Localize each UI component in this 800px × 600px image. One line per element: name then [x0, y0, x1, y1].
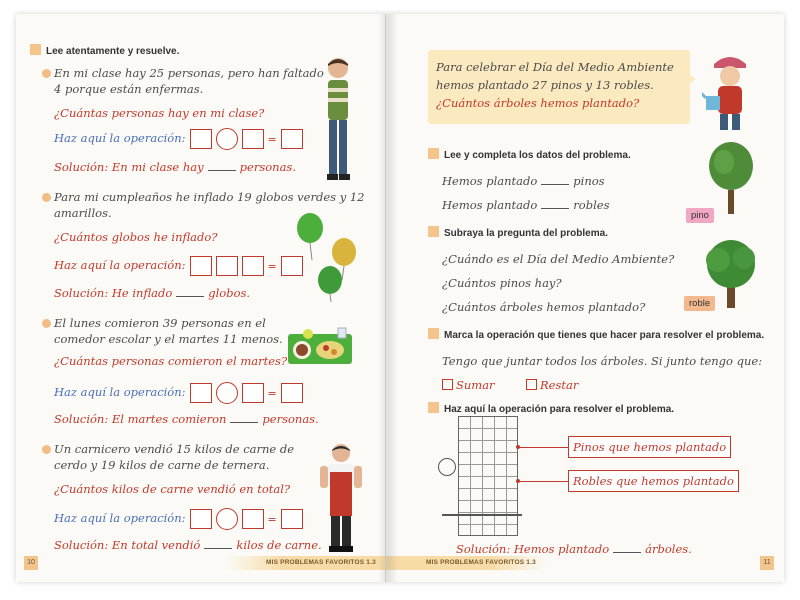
problem-4-operation: Haz aquí la operación: =: [54, 508, 303, 530]
operand-box[interactable]: [190, 129, 212, 149]
footer-title: MIS PROBLEMAS FAVORITOS 1.3: [226, 556, 386, 570]
oak-label-tag: roble: [684, 296, 715, 311]
section-marker-icon: [428, 328, 439, 339]
lunch-tray-illustration: [286, 326, 356, 366]
operand-box[interactable]: [190, 509, 212, 529]
operator-box[interactable]: [216, 256, 238, 276]
section-1-heading: Lee y completa los datos del problema.: [428, 148, 631, 161]
operation-grid[interactable]: [458, 416, 518, 536]
page-number: 10: [24, 556, 38, 570]
checkbox-restar[interactable]: [526, 379, 537, 390]
problem-3-line-1: El lunes comieron 39 personas en el: [42, 316, 266, 330]
section-3-heading: Marca la operación que tienes que hacer para resolver el problema.: [428, 328, 764, 341]
bullet-icon: [42, 193, 51, 202]
bullet-icon: [42, 319, 51, 328]
balloons-illustration: [294, 210, 364, 302]
connector-dot: [516, 445, 520, 449]
connector-line: [518, 481, 568, 482]
result-box[interactable]: [281, 129, 303, 149]
answer-blank[interactable]: [230, 422, 258, 423]
section-1-row-2: Hemos plantado robles: [442, 198, 610, 212]
green-balloon-icon: [297, 213, 323, 260]
section-marker-icon: [30, 44, 41, 55]
operator-circle[interactable]: [216, 382, 238, 404]
section-4-solution: Solución: Hemos plantado árboles.: [456, 542, 692, 556]
operand-box[interactable]: [190, 256, 212, 276]
problem-1-line-2: 4 porque están enfermas.: [54, 82, 204, 96]
section-marker-icon: [428, 148, 439, 159]
footer-title: MIS PROBLEMAS FAVORITOS 1.3: [386, 556, 546, 570]
right-page: [386, 14, 784, 582]
problem-1-operation: Haz aquí la operación: =: [54, 128, 303, 150]
answer-blank[interactable]: [176, 296, 204, 297]
answer-blank[interactable]: [541, 184, 569, 185]
answer-blank[interactable]: [204, 548, 232, 549]
question-option-2[interactable]: ¿Cuántos pinos hay?: [442, 276, 562, 290]
open-workbook: [16, 14, 784, 582]
butcher-illustration: [316, 442, 366, 554]
answer-blank[interactable]: [208, 170, 236, 171]
problem-2-question: ¿Cuántos globos he inflado?: [54, 230, 218, 244]
label-robles-box: Robles que hemos plantado: [568, 470, 739, 492]
problem-3-operation: Haz aquí la operación: =: [54, 382, 303, 404]
bullet-icon: [42, 69, 51, 78]
section-1-row-1: Hemos plantado pinos: [442, 174, 605, 188]
answer-blank[interactable]: [541, 208, 569, 209]
boy-thinking-illustration: [316, 54, 360, 186]
problem-2-operation: Haz aquí la operación: =: [54, 256, 303, 276]
label-pinos-box: Pinos que hemos plantado: [568, 436, 731, 458]
connector-dot: [516, 479, 520, 483]
operand-box[interactable]: [242, 383, 264, 403]
problem-2-line-1: Para mi cumpleaños he inflado 19 globos verdes y 12: [42, 190, 365, 204]
problem-4-line-2: cerdo y 19 kilos de carne de ternera.: [54, 458, 270, 472]
operand-box[interactable]: [242, 509, 264, 529]
left-page: [16, 14, 386, 582]
connector-line: [518, 447, 568, 448]
operand-box[interactable]: [242, 129, 264, 149]
result-box[interactable]: [281, 509, 303, 529]
problem-3-question: ¿Cuántas personas comieron el martes?: [54, 354, 288, 368]
page-number: 11: [760, 556, 774, 570]
checkbox-sumar[interactable]: [442, 379, 453, 390]
problem-1-solution: Solución: En mi clase hay personas.: [54, 160, 296, 174]
problem-4-question: ¿Cuántos kilos de carne vendió en total?: [54, 482, 291, 496]
result-box[interactable]: [281, 383, 303, 403]
pine-tree-icon: [704, 142, 758, 214]
section-marker-icon: [428, 226, 439, 237]
child-watering-illustration: [702, 52, 758, 132]
section-2-heading: Subraya la pregunta del problema.: [428, 226, 608, 239]
operator-circle[interactable]: [216, 128, 238, 150]
problem-4-solution: Solución: En total vendió kilos de carne.: [54, 538, 322, 552]
pine-label-tag: pino: [686, 208, 714, 223]
problem-4-line-1: Un carnicero vendió 15 kilos de carne de: [42, 442, 294, 456]
problem-2-solution: Solución: He inflado globos.: [54, 286, 251, 300]
section-marker-icon: [428, 402, 439, 413]
left-heading: Lee atentamente y resuelve.: [30, 44, 179, 57]
sum-line: [442, 514, 522, 516]
section-3-sentence: Tengo que juntar todos los árboles. Si junto tengo que:: [442, 354, 763, 368]
bullet-icon: [42, 445, 51, 454]
problem-3-solution: Solución: El martes comieron personas.: [54, 412, 319, 426]
option-sumar[interactable]: Sumar: [442, 378, 495, 392]
section-4-heading: Haz aquí la operación para resolver el problema.: [428, 402, 674, 415]
problem-3-line-2: comedor escolar y el martes 11 menos.: [54, 332, 283, 346]
operator-circle[interactable]: [216, 508, 238, 530]
operand-box[interactable]: [190, 383, 212, 403]
problem-1-question: ¿Cuántas personas hay en mi clase?: [54, 106, 265, 120]
option-restar[interactable]: Restar: [526, 378, 578, 392]
green-balloon-icon: [318, 266, 342, 302]
banner-pointer: [686, 72, 696, 86]
question-option-3[interactable]: ¿Cuántos árboles hemos plantado?: [442, 300, 646, 314]
operand-box[interactable]: [242, 256, 264, 276]
problem-2-line-2: amarillos.: [54, 206, 112, 220]
answer-blank[interactable]: [613, 552, 641, 553]
problem-1-line-1: En mi clase hay 25 personas, pero han faltado: [42, 66, 324, 80]
operator-circle[interactable]: [438, 458, 456, 476]
question-option-1[interactable]: ¿Cuándo es el Día del Medio Ambiente?: [442, 252, 675, 266]
problem-banner: Para celebrar el Día del Medio Ambiente hemos plantado 27 pinos y 13 robles. ¿Cuántos árboles hemos plantado?: [428, 50, 690, 124]
